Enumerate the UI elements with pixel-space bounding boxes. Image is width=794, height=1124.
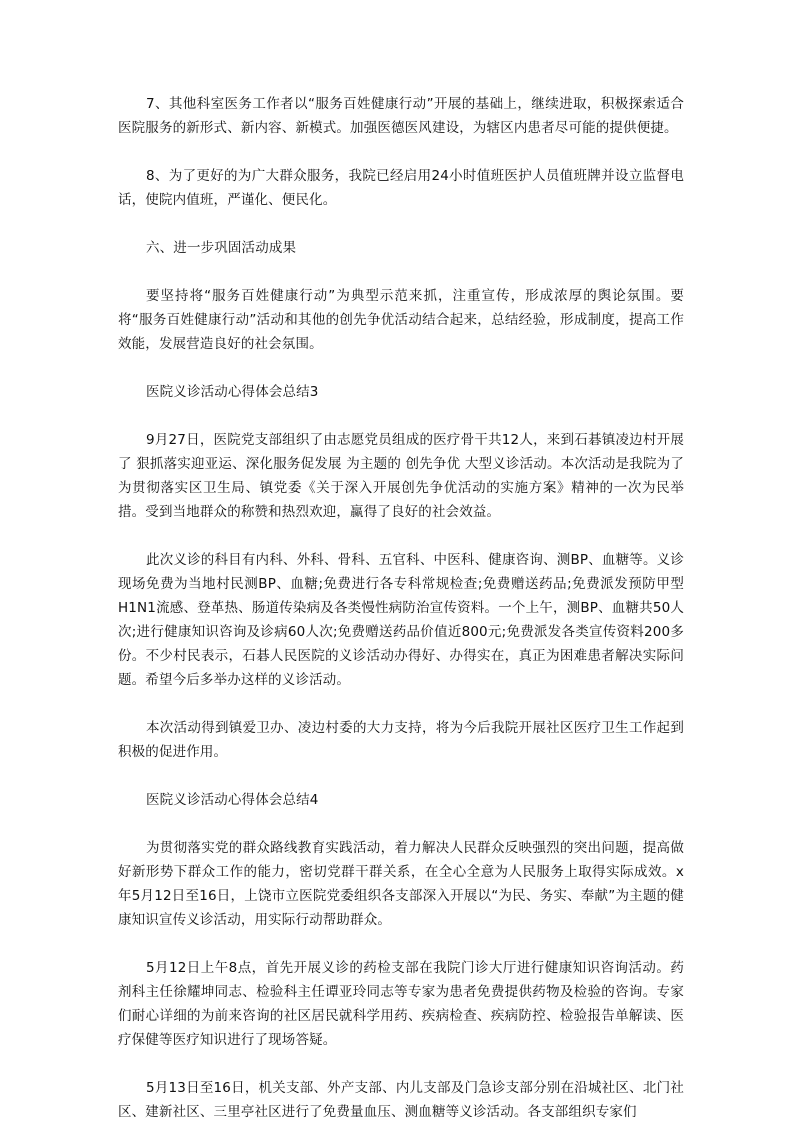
paragraph-mass-line: 为贯彻落实党的群众路线教育实践活动，着力解决人民群众反映强烈的突出问题，提高做好新形势下群众工作的能力，密切党群干群关系，在全心全意为人民服务上取得实际成效。x年5月12日至16日，上饶市立医院党委组织各支部深入开展以“为民、务实、奉献”为主题的健康知识宣传义诊活动，用实际行动帮助群众。 [118, 840, 684, 928]
document-body [118, 92, 684, 1124]
section-title-3: 医院义诊活动心得体会总结3 [146, 384, 319, 400]
paragraph-consolidate: 要坚持将“服务百姓健康行动”为典型示范来抓，注重宣传，形成浓厚的舆论氛围。要将“服务百姓健康行动”活动和其他的创先争优活动结合起来，总结经验，形成制度，提高工作效能，发展营造良好的社会氛围。 [118, 288, 684, 352]
paragraph-may13: 5月13日至16日，机关支部、外产支部、内儿支部及门急诊支部分别在沿城社区、北门社区、建新社区、三里亭社区进行了免费量血压、测血糖等义诊活动。各支部组织专家们 [118, 1080, 684, 1120]
paragraph-support: 本次活动得到镇爱卫办、凌边村委的大力支持，将为今后我院开展社区医疗卫生工作起到积极的促进作用。 [118, 720, 684, 760]
section-heading-6: 六、进一步巩固活动成果 [146, 240, 297, 256]
section-title-4: 医院义诊活动心得体会总结4 [146, 792, 319, 808]
paragraph-may12: 5月12日上午8点，首先开展义诊的药检支部在我院门诊大厅进行健康知识咨询活动。药剂科主任徐耀坤同志、检验科主任谭亚玲同志等专家为患者免费提供药物及检验的咨询。专家们耐心详细的为前来咨询的社区居民就科学用药、疾病检查、疾病防控、检验报告单解读、医疗保健等医疗知识进行了现场答疑。 [118, 960, 684, 1048]
paragraph-sept27: 9月27日，医院党支部组织了由志愿党员组成的医疗骨干共12人，来到石碁镇凌边村开展了 狠抓落实迎亚运、深化服务促发展 为主题的 创先争优 大型义诊活动。本次活动是我院为了为贯彻落实区卫生局、镇党委《关于深入开展创先争优活动的实施方案》精神的一次为民举措。受到当地群众的称赞和热烈欢迎，赢得了良好的社会效益。 [118, 432, 684, 520]
paragraph-item-8: 8、为了更好的为广大群众服务，我院已经启用24小时值班医护人员值班牌并设立监督电话，使院内值班，严谨化、便民化。 [118, 168, 684, 208]
paragraph-item-7: 7、其他科室医务工作者以“服务百姓健康行动”开展的基础上，继续进取，积极探索适合医院服务的新形式、新内容、新模式。加强医德医风建设，为辖区内患者尽可能的提供便捷。 [118, 96, 684, 136]
paragraph-clinic-subjects: 此次义诊的科目有内科、外科、骨科、五官科、中医科、健康咨询、测BP、血糖等。义诊现场免费为当地村民测BP、血糖;免费进行各专科常规检查;免费赠送药品;免费派发预防甲型H1N1流感、登革热、肠道传染病及各类慢性病防治宣传资料。一个上午，测BP、血糖共50人次;进行健康知识咨询及诊病60人次;免费赠送药品价值近800元;免费派发各类宣传资料200多份。不少村民表示，石碁人民医院的义诊活动办得好、办得实在，真正为困难患者解决实际问题。希望今后多举办这样的义诊活动。 [118, 552, 684, 688]
